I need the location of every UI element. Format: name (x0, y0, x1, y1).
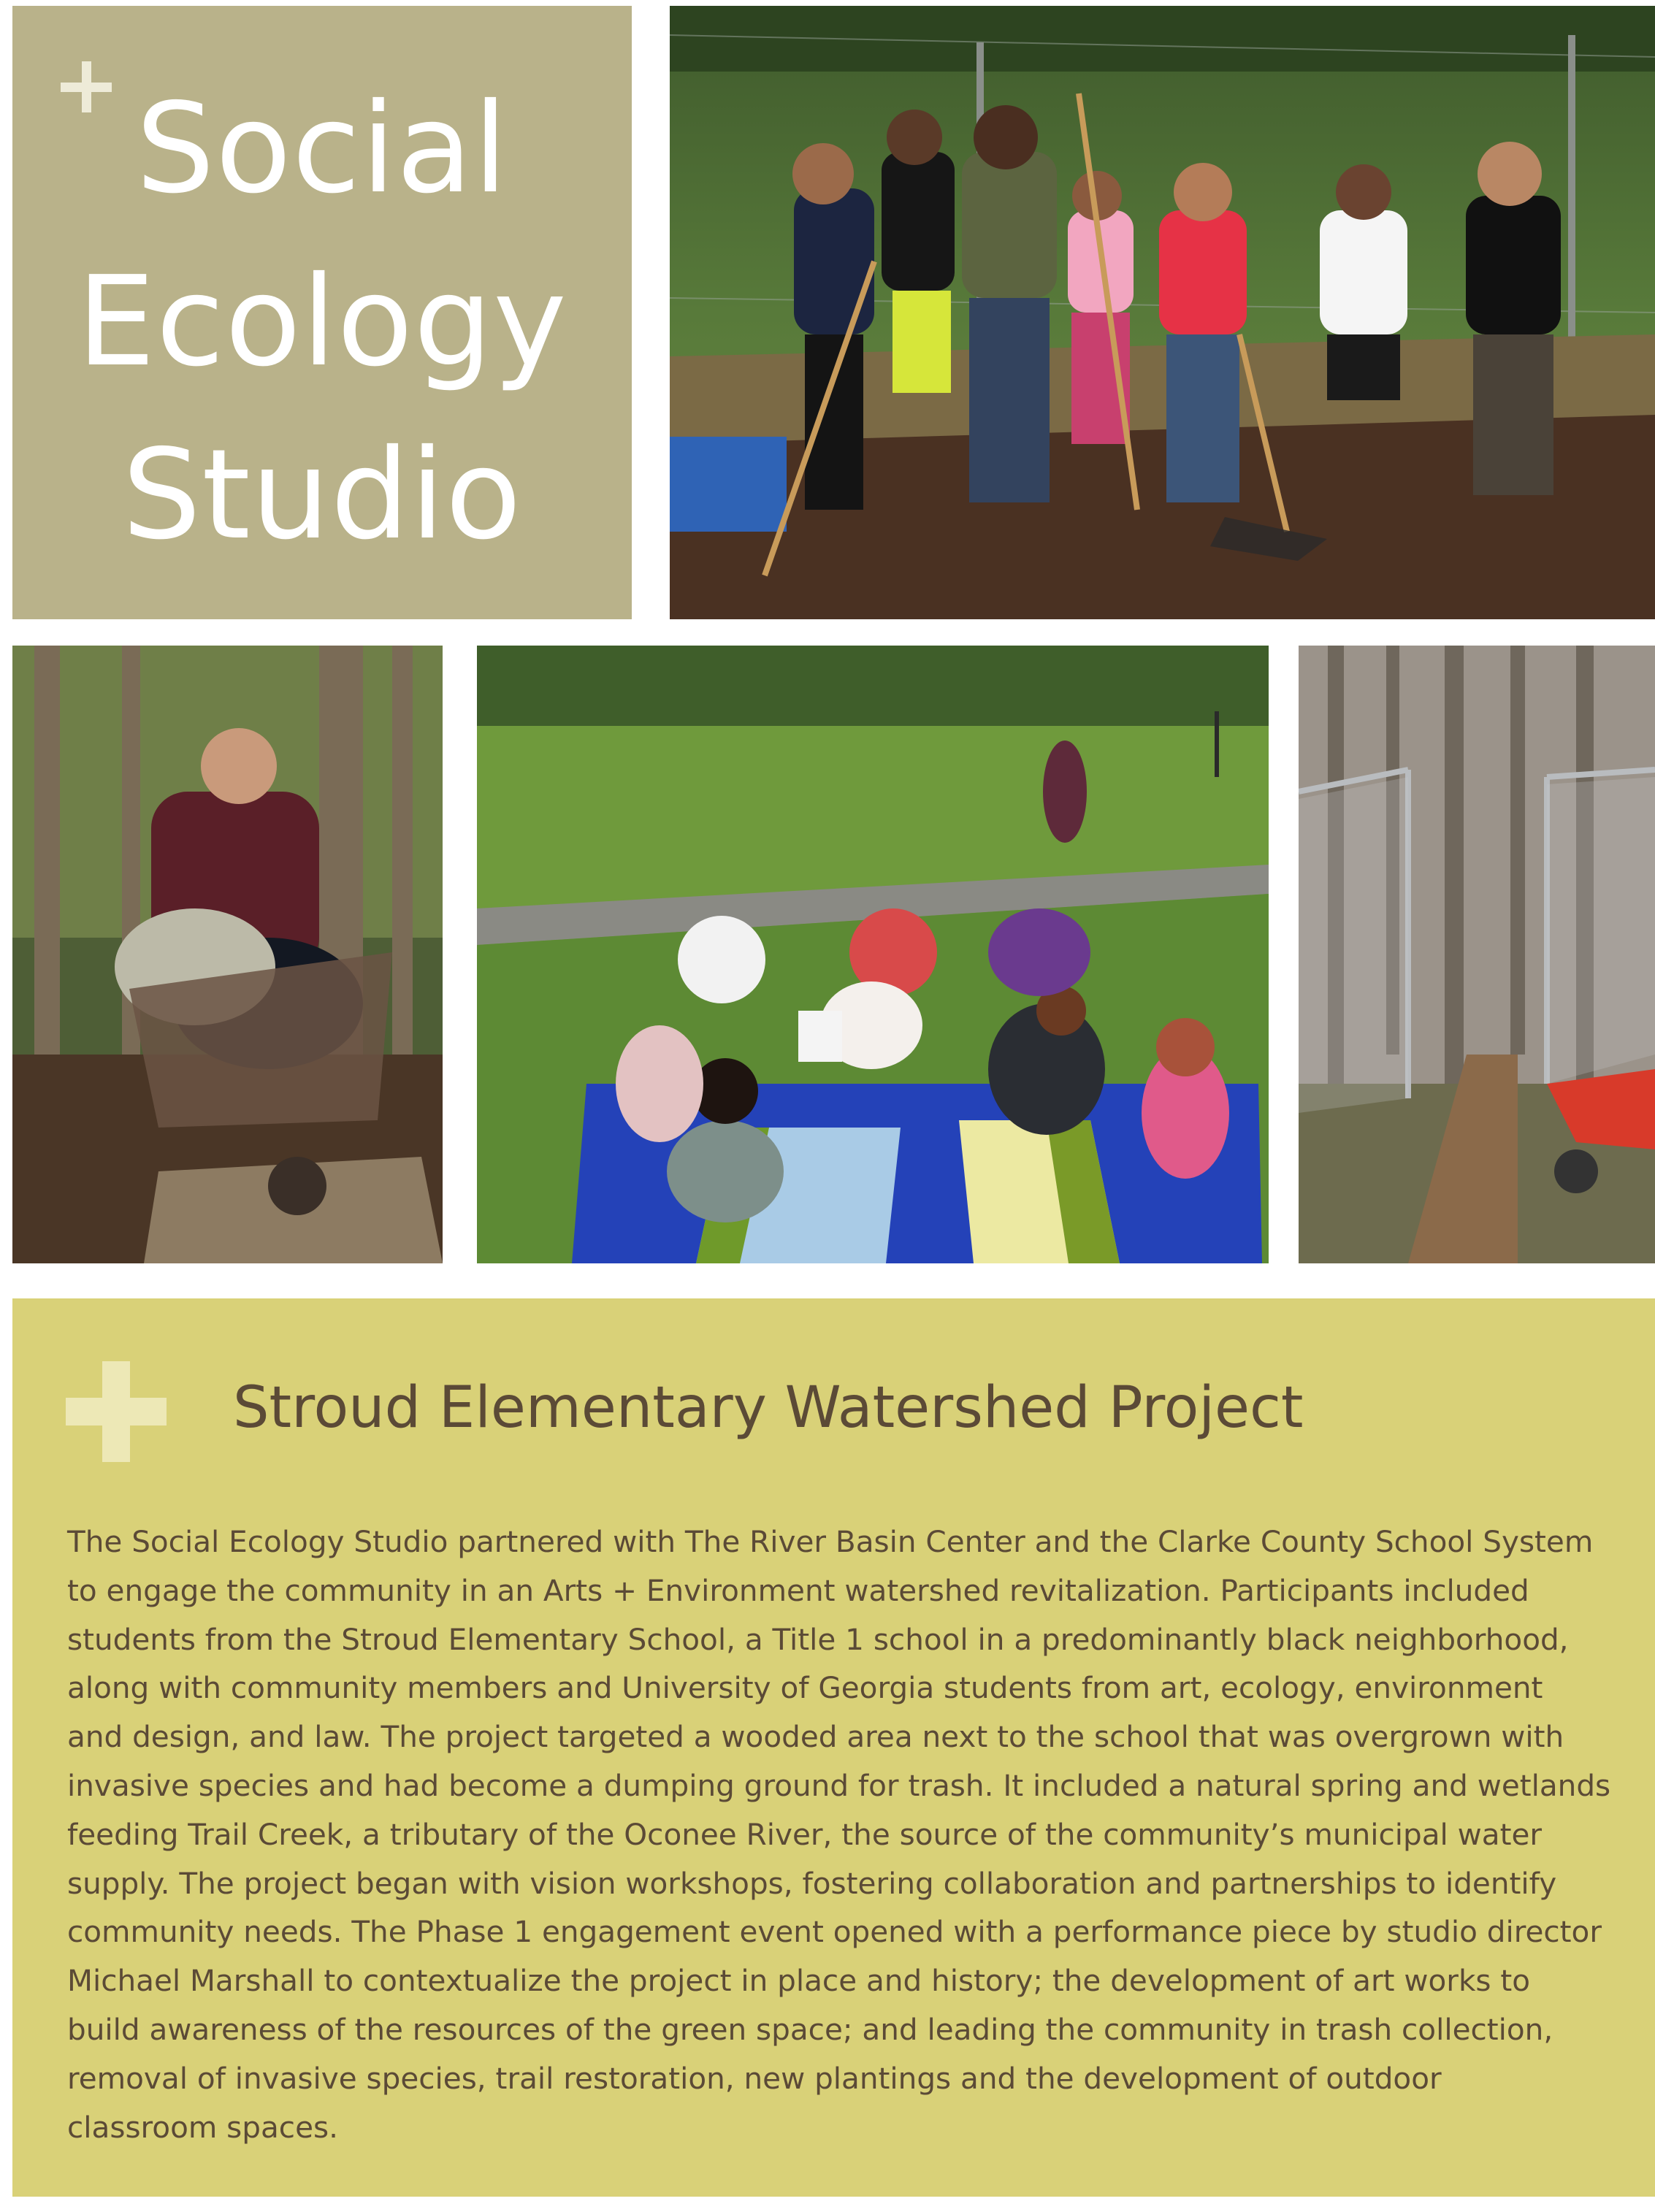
body-line: build awareness of the resources of the green space; and leading the community in trash collection, (67, 2011, 1553, 2047)
body-line: removal of invasive species, trail restoration, new plantings and the development of outdoor (67, 2060, 1442, 2096)
body-line: supply. The project began with vision workshops, fostering collaboration and partnerships to identify (67, 1865, 1557, 1901)
title-line-3: Studio (122, 423, 522, 567)
title-line-2: Ecology (77, 250, 567, 394)
body-line: to engage the community in an Arts + Environment watershed revitalization. Participants included (67, 1572, 1529, 1608)
body-line: classroom spaces. (67, 2109, 338, 2145)
project-description (67, 1518, 1645, 2151)
project-section (12, 1298, 1655, 2197)
photo-painting (477, 646, 1269, 1263)
photo-kids-raking (670, 6, 1655, 619)
body-line: Michael Marshall to contextualize the project in place and history; the development of art works to (67, 1963, 1531, 1999)
title-line-1: Social (135, 77, 509, 221)
photo-wheelbarrow (12, 646, 443, 1263)
body-line: feeding Trail Creek, a tributary of the Oconee River, the source of the community’s municipal water (67, 1816, 1543, 1852)
body-line: invasive species and had become a dumping ground for trash. It included a natural spring and wetlands (67, 1767, 1611, 1803)
fenced-trail-icon (1299, 646, 1655, 1263)
wheelbarrow-trash-icon (12, 646, 443, 1263)
kids-raking-icon (670, 6, 1655, 619)
body-line: along with community members and University of Georgia students from art, ecology, environment (67, 1670, 1543, 1706)
plus-icon (66, 1361, 167, 1462)
body-line: community needs. The Phase 1 engagement event opened with a performance piece by studio director (67, 1914, 1602, 1950)
painting-on-tarp-icon (477, 646, 1269, 1263)
body-line: and design, and law. The project targeted a wooded area next to the school that was overgrown with (67, 1719, 1564, 1755)
body-line: The Social Ecology Studio partnered with The River Basin Center and the Clarke County School System (67, 1524, 1594, 1559)
title-block (12, 6, 632, 619)
project-title: Stroud Elementary Watershed Project (233, 1375, 1304, 1441)
photo-trail (1299, 646, 1655, 1263)
body-line: students from the Stroud Elementary School, a Title 1 school in a predominantly black neighborhood, (67, 1621, 1569, 1657)
